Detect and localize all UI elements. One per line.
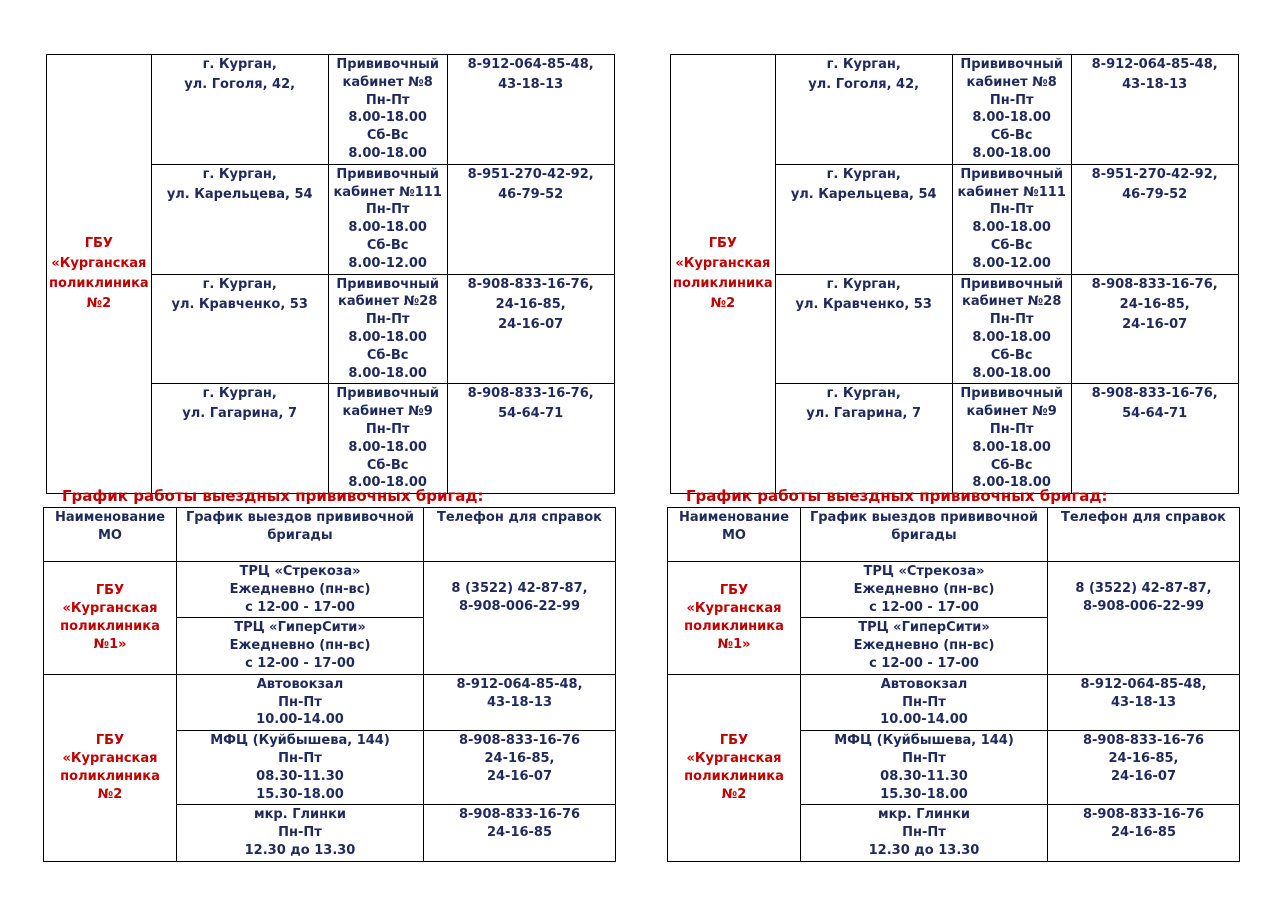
office-phones: 8-908-833-16-76, 54-64-71 bbox=[1071, 384, 1238, 494]
office-address: г. Курган, ул. Карельцева, 54 bbox=[775, 164, 952, 274]
office-schedule: Прививочный кабинет №111 Пн-Пт 8.00-18.00 Сб-Вс 8.00-12.00 bbox=[952, 164, 1071, 274]
office-schedule: Прививочный кабинет №9 Пн-Пт 8.00-18.00 Сб-Вс 8.00-18.00 bbox=[952, 384, 1071, 494]
office-phones: 8-912-064-85-48, 43-18-13 bbox=[1071, 55, 1238, 165]
brigades-table bbox=[667, 507, 1240, 862]
header-schedule: График выездов прививочной бригады bbox=[801, 508, 1048, 562]
brigade-site: мкр. Глинки Пн-Пт 12.30 до 13.30 bbox=[801, 805, 1048, 861]
office-address: г. Курган, ул. Гагарина, 7 bbox=[151, 384, 328, 494]
office-phones: 8-908-833-16-76, 24-16-85, 24-16-07 bbox=[1071, 274, 1238, 384]
clinic1-phone: 8 (3522) 42-87-87, 8-908-006-22-99 bbox=[424, 562, 616, 675]
brigade-phone: 8-912-064-85-48, 43-18-13 bbox=[424, 674, 616, 730]
header-name: Наименование МО bbox=[44, 508, 177, 562]
clinic1-phone: 8 (3522) 42-87-87, 8-908-006-22-99 bbox=[1048, 562, 1240, 675]
office-address: г. Курган, ул. Гоголя, 42, bbox=[775, 55, 952, 165]
office-phones: 8-951-270-42-92, 46-79-52 bbox=[1071, 164, 1238, 274]
office-schedule: Прививочный кабинет №28 Пн-Пт 8.00-18.00 Сб-Вс 8.00-18.00 bbox=[328, 274, 447, 384]
office-schedule: Прививочный кабинет №8 Пн-Пт 8.00-18.00 Сб-Вс 8.00-18.00 bbox=[952, 55, 1071, 165]
office-schedule: Прививочный кабинет №9 Пн-Пт 8.00-18.00 Сб-Вс 8.00-18.00 bbox=[328, 384, 447, 494]
brigade-site: Автовокзал Пн-Пт 10.00-14.00 bbox=[801, 674, 1048, 730]
brigade-site: МФЦ (Куйбышева, 144) Пн-Пт 08.30-11.30 15.30-18.00 bbox=[177, 731, 424, 805]
office-address: г. Курган, ул. Кравченко, 53 bbox=[151, 274, 328, 384]
brigade-phone: 8-908-833-16-76 24-16-85 bbox=[424, 805, 616, 861]
clinic1-name: ГБУ «Курганская поликлиника №1» bbox=[668, 562, 801, 675]
clinic2-name: ГБУ «Курганская поликлиника №2 bbox=[668, 674, 801, 861]
office-phones: 8-908-833-16-76, 54-64-71 bbox=[447, 384, 614, 494]
office-address: г. Курган, ул. Кравченко, 53 bbox=[775, 274, 952, 384]
vaccination-offices-table bbox=[46, 54, 615, 494]
brigades-table bbox=[43, 507, 616, 862]
office-address: г. Курган, ул. Гагарина, 7 bbox=[775, 384, 952, 494]
brigade-phone: 8-908-833-16-76 24-16-85, 24-16-07 bbox=[1048, 731, 1240, 805]
header-phone: Телефон для справок bbox=[1048, 508, 1240, 562]
brigade-site: ТРЦ «ГиперСити» Ежедневно (пн-вс) с 12-00 - 17-00 bbox=[177, 618, 424, 674]
clinic2-name: ГБУ «Курганская поликлиника №2 bbox=[44, 674, 177, 861]
brigade-phone: 8-912-064-85-48, 43-18-13 bbox=[1048, 674, 1240, 730]
clinic1-name: ГБУ «Курганская поликлиника №1» bbox=[44, 562, 177, 675]
clinic-name-cell: ГБУ «Курганская поликлиника №2 bbox=[671, 55, 776, 494]
office-address: г. Курган, ул. Гоголя, 42, bbox=[151, 55, 328, 165]
vaccination-offices-table bbox=[670, 54, 1239, 494]
header-name: Наименование МО bbox=[668, 508, 801, 562]
header-schedule: График выездов прививочной бригады bbox=[177, 508, 424, 562]
office-schedule: Прививочный кабинет №8 Пн-Пт 8.00-18.00 Сб-Вс 8.00-18.00 bbox=[328, 55, 447, 165]
office-schedule: Прививочный кабинет №111 Пн-Пт 8.00-18.00 Сб-Вс 8.00-12.00 bbox=[328, 164, 447, 274]
office-schedule: Прививочный кабинет №28 Пн-Пт 8.00-18.00 Сб-Вс 8.00-18.00 bbox=[952, 274, 1071, 384]
brigade-site: ТРЦ «Стрекоза» Ежедневно (пн-вс) с 12-00 - 17-00 bbox=[801, 562, 1048, 618]
office-phones: 8-912-064-85-48, 43-18-13 bbox=[447, 55, 614, 165]
brigade-phone: 8-908-833-16-76 24-16-85 bbox=[1048, 805, 1240, 861]
brigade-site: ТРЦ «ГиперСити» Ежедневно (пн-вс) с 12-00 - 17-00 bbox=[801, 618, 1048, 674]
brigades-heading: График работы выездных прививочных бригад: bbox=[62, 487, 484, 505]
right-page bbox=[624, 0, 1264, 905]
brigade-site: Автовокзал Пн-Пт 10.00-14.00 bbox=[177, 674, 424, 730]
header-phone: Телефон для справок bbox=[424, 508, 616, 562]
office-address: г. Курган, ул. Карельцева, 54 bbox=[151, 164, 328, 274]
office-phones: 8-908-833-16-76, 24-16-85, 24-16-07 bbox=[447, 274, 614, 384]
brigades-heading: График работы выездных прививочных бригад: bbox=[686, 487, 1108, 505]
brigade-site: МФЦ (Куйбышева, 144) Пн-Пт 08.30-11.30 15.30-18.00 bbox=[801, 731, 1048, 805]
brigade-site: ТРЦ «Стрекоза» Ежедневно (пн-вс) с 12-00 - 17-00 bbox=[177, 562, 424, 618]
clinic-name-cell: ГБУ «Курганская поликлиника №2 bbox=[47, 55, 152, 494]
brigade-site: мкр. Глинки Пн-Пт 12.30 до 13.30 bbox=[177, 805, 424, 861]
office-phones: 8-951-270-42-92, 46-79-52 bbox=[447, 164, 614, 274]
brigade-phone: 8-908-833-16-76 24-16-85, 24-16-07 bbox=[424, 731, 616, 805]
